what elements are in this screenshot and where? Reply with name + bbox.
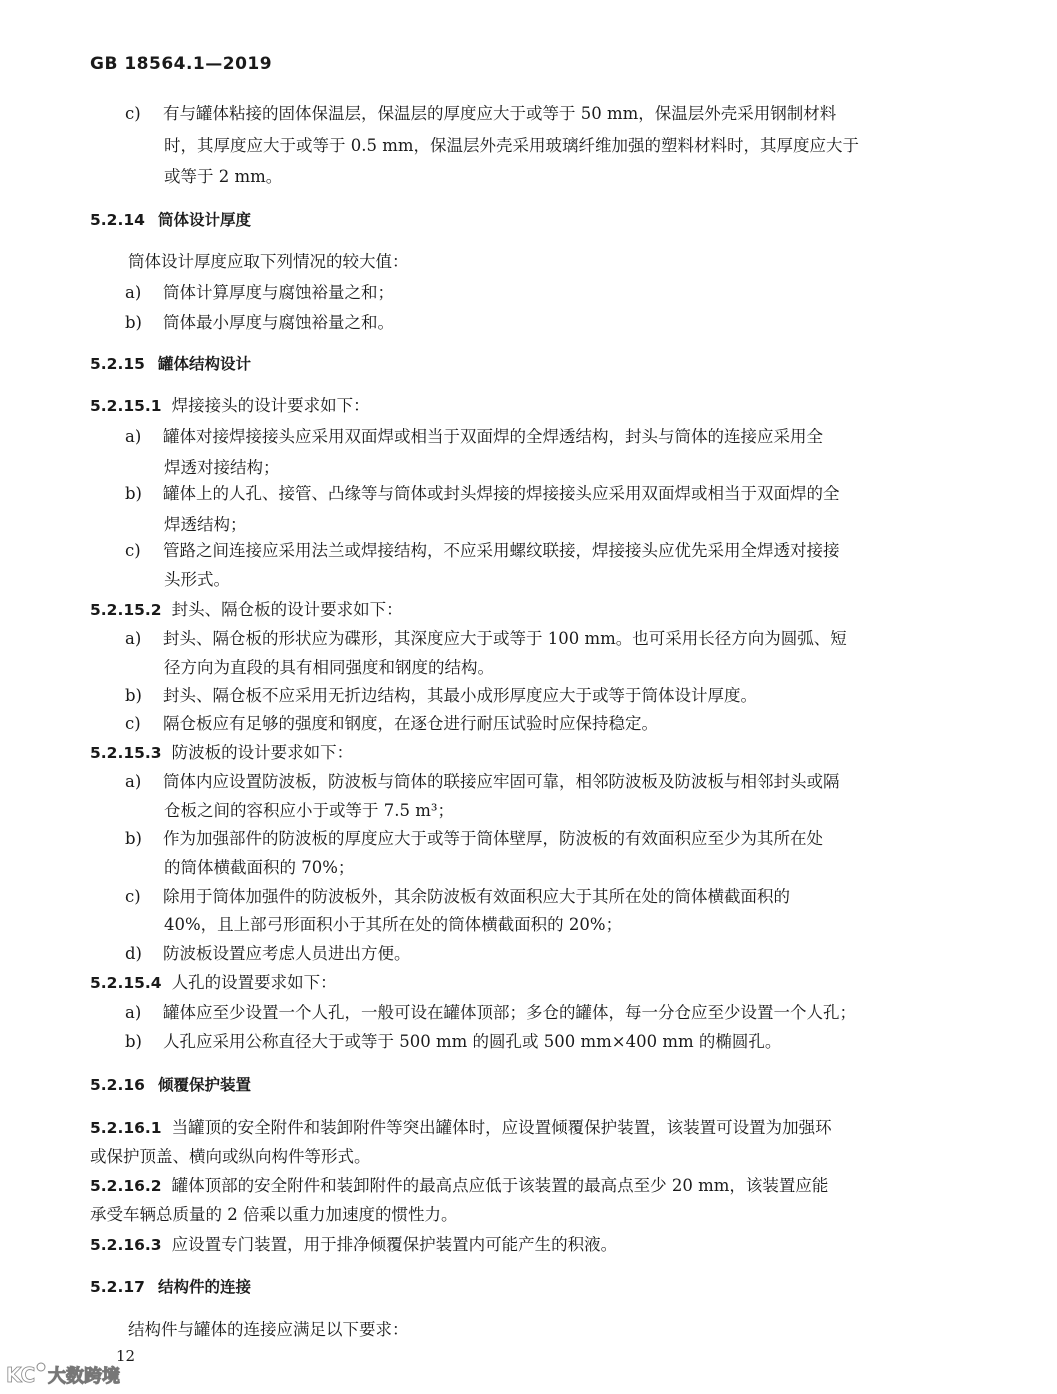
item-text: 罐体应至少设置一个人孔，一般可设在罐体顶部；多仓的罐体，每一分仓应至少设置一个人孔； [163, 1003, 856, 1022]
section-heading [90, 1075, 251, 1095]
section-title: 筒体设计厚度 [158, 211, 252, 229]
subsection-title: 焊接接头的设计要求如下： [171, 396, 370, 415]
item-text-cont: 焊透对接结构； [164, 458, 280, 477]
item-text: 有与罐体粘接的固体保温层，保温层的厚度应大于或等于 50 mm，保温层外壳采用钢制材料 [163, 104, 837, 123]
section-number: 5.2.17 [90, 1278, 145, 1296]
list-item [125, 313, 394, 333]
item-text: 罐体对接焊接接头应采用双面焊或相当于双面焊的全焊透结构，封头与筒体的连接应采用全 [163, 427, 823, 446]
section-heading [90, 1277, 251, 1297]
item-label: c) [125, 887, 141, 906]
clause-text: 当罐顶的安全附件和装卸附件等突出罐体时，应设置倾覆保护装置，该装置可设置为加强环 [171, 1118, 832, 1137]
subsection-heading [90, 743, 353, 763]
item-text: 筒体计算厚度与腐蚀裕量之和； [163, 283, 394, 302]
subsection-number: 5.2.15.1 [90, 397, 162, 415]
subsection-title: 人孔的设置要求如下： [171, 973, 337, 992]
item-label: d) [125, 944, 142, 963]
subsection-title: 防波板的设计要求如下： [171, 743, 354, 762]
item-text: 筒体最小厚度与腐蚀裕量之和。 [163, 313, 394, 332]
list-item [125, 944, 411, 964]
list-item [125, 772, 840, 792]
item-text-cont: 焊透结构； [164, 515, 247, 534]
item-label: a) [125, 772, 142, 791]
item-label: b) [125, 1032, 142, 1051]
subsection-heading [90, 973, 337, 993]
watermark-logo-icon [4, 1358, 48, 1390]
section-heading [90, 210, 251, 230]
clause-text: 罐体顶部的安全附件和装卸附件的最高点应低于该装置的最高点至少 20 mm，该装置应能 [171, 1176, 829, 1195]
clause [90, 1176, 828, 1196]
item-label: c) [125, 104, 141, 123]
item-text: 防波板设置应考虑人员进出方便。 [163, 944, 411, 963]
section-number: 5.2.14 [90, 211, 145, 229]
svg-text:KC: KC [6, 1363, 36, 1387]
item-text-cont: 或等于 2 mm。 [164, 167, 283, 186]
section-title: 倾覆保护装置 [158, 1076, 252, 1094]
subsection-number: 5.2.15.4 [90, 974, 162, 992]
section-number: 5.2.16 [90, 1076, 145, 1094]
subsection-title: 封头、隔仓板的设计要求如下： [171, 600, 403, 619]
list-item [125, 686, 757, 706]
item-label: a) [125, 283, 142, 302]
item-text-cont: 的筒体横截面积的 70%； [164, 858, 355, 877]
subsection-heading [90, 600, 403, 620]
clause-text-cont: 或保护顶盖、横向或纵向构件等形式。 [90, 1147, 371, 1166]
paragraph: 筒体设计厚度应取下列情况的较大值： [128, 252, 409, 271]
list-item [125, 629, 847, 649]
list-item [125, 484, 840, 504]
paragraph: 结构件与罐体的连接应满足以下要求： [128, 1320, 409, 1339]
section-number: 5.2.15 [90, 355, 145, 373]
subsection-heading [90, 396, 370, 416]
standard-number: GB 18564.1—2019 [90, 54, 273, 74]
subsection-number: 5.2.15.2 [90, 601, 162, 619]
item-label: c) [125, 714, 141, 733]
item-text: 管路之间连接应采用法兰或焊接结构，不应采用螺纹联接，焊接接头应优先采用全焊透对接接 [163, 541, 840, 560]
item-label: a) [125, 427, 142, 446]
item-label: b) [125, 829, 142, 848]
list-item [125, 283, 394, 303]
list-item [125, 714, 658, 734]
item-text: 罐体上的人孔、接管、凸缘等与筒体或封头焊接的焊接接头应采用双面焊或相当于双面焊的全 [163, 484, 840, 503]
item-text: 作为加强部件的防波板的厚度应大于或等于筒体壁厚，防波板的有效面积应至少为其所在处 [163, 829, 823, 848]
list-item [125, 1032, 782, 1052]
item-text-cont: 头形式。 [164, 570, 230, 589]
clause [90, 1235, 617, 1255]
item-text-cont: 时，其厚度应大于或等于 0.5 mm，保温层外壳采用玻璃纤维加强的塑料材料时，其厚度应大于 [164, 136, 860, 155]
item-text: 筒体内应设置防波板，防波板与筒体的联接应牢固可靠，相邻防波板及防波板与相邻封头或隔 [163, 772, 840, 791]
clause-number: 5.2.16.2 [90, 1177, 162, 1195]
list-item [125, 1003, 856, 1023]
item-label: b) [125, 686, 142, 705]
item-text: 封头、隔仓板的形状应为碟形，其深度应大于或等于 100 mm。也可采用长径方向为圆弧、短 [163, 629, 847, 648]
clause-text: 应设置专门装置，用于排净倾覆保护装置内可能产生的积液。 [171, 1235, 618, 1254]
list-item [125, 887, 790, 907]
subsection-number: 5.2.15.3 [90, 744, 162, 762]
clause-text-cont: 承受车辆总质量的 2 倍乘以重力加速度的惯性力。 [90, 1205, 458, 1224]
section-heading [90, 354, 251, 374]
item-label: a) [125, 1003, 142, 1022]
item-label: c) [125, 541, 141, 560]
section-title: 罐体结构设计 [158, 355, 252, 373]
item-text: 人孔应采用公称直径大于或等于 500 mm 的圆孔或 500 mm×400 mm 的椭圆孔。 [163, 1032, 782, 1051]
item-label: a) [125, 629, 142, 648]
watermark-logo [4, 1358, 154, 1390]
clause-number: 5.2.16.3 [90, 1236, 162, 1254]
list-item [125, 829, 823, 849]
item-label: b) [125, 313, 142, 332]
item-text-cont: 40%，且上部弓形面积小于其所在处的筒体横截面积的 20%； [164, 915, 623, 934]
section-title: 结构件的连接 [158, 1278, 252, 1296]
item-label: b) [125, 484, 142, 503]
item-text: 隔仓板应有足够的强度和钢度，在逐仓进行耐压试验时应保持稳定。 [163, 714, 658, 733]
clause-number: 5.2.16.1 [90, 1119, 162, 1137]
list-item [125, 541, 840, 561]
list-item [125, 427, 823, 447]
page-number: 12 [116, 1347, 136, 1365]
item-text-cont: 仓板之间的容积应小于或等于 7.5 m³； [164, 801, 454, 820]
list-item [125, 104, 837, 124]
watermark-text: 大数跨境 [48, 1366, 120, 1387]
item-text-cont: 径方向为直段的具有相同强度和钢度的结构。 [164, 658, 494, 677]
clause [90, 1118, 832, 1138]
item-text: 除用于筒体加强件的防波板外，其余防波板有效面积应大于其所在处的筒体横截面积的 [163, 887, 790, 906]
item-text: 封头、隔仓板不应采用无折边结构，其最小成形厚度应大于或等于筒体设计厚度。 [163, 686, 757, 705]
